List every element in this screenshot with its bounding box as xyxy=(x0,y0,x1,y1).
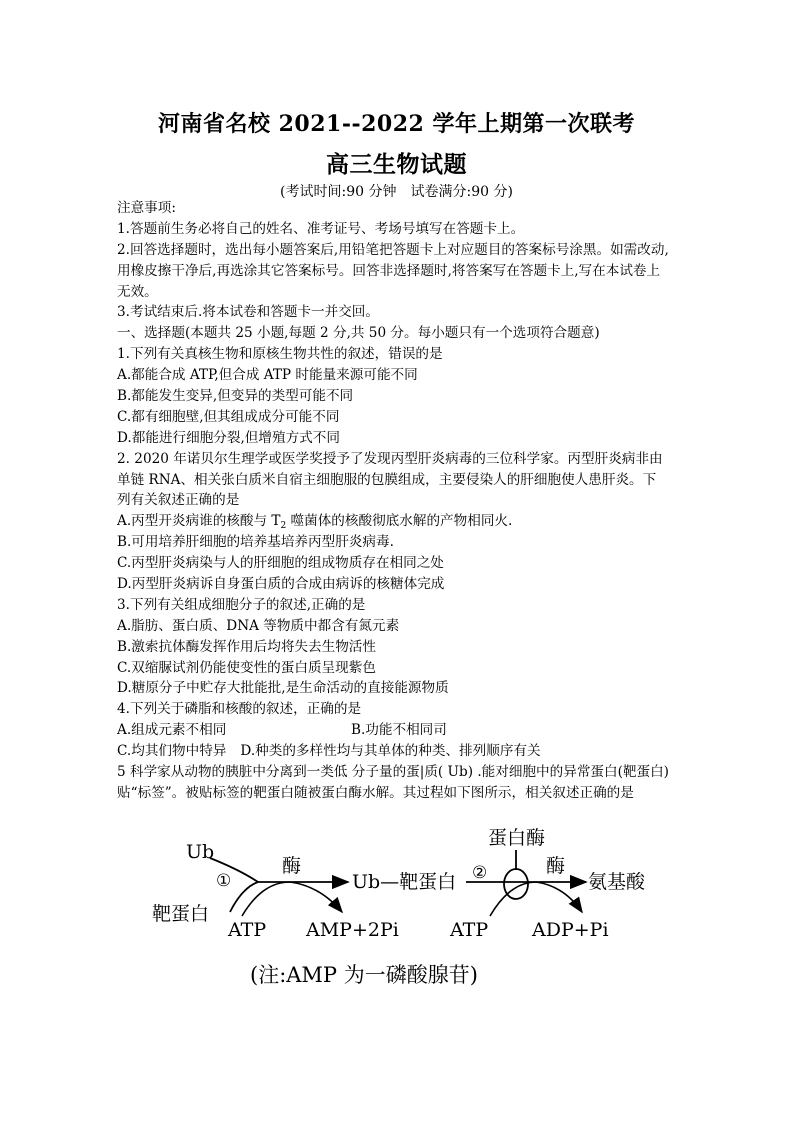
q2-option-a xyxy=(117,511,677,532)
step-2-label: ② xyxy=(472,863,488,883)
q3-option-c: C.双缩脲试剂仍能使变性的蛋白质呈现紫色 xyxy=(117,659,376,676)
amino-acid-label: 氨基酸 xyxy=(588,871,646,893)
atp-2-label: ATP xyxy=(450,919,489,941)
adp-output-curve xyxy=(536,882,582,912)
q4-option-a: A.组成元素不相同 xyxy=(117,722,227,739)
protease-label: 蛋白酶 xyxy=(488,827,546,849)
q4-option-c: C.均其们物中特异 xyxy=(117,743,227,760)
q2-option-a-before: A.丙型开炎病谁的核酸与 T xyxy=(117,513,281,530)
exam-info: (考试时间:90 分钟 试卷满分:90 分) xyxy=(280,184,513,200)
exam-title: 河南省名校 2021--2022 学年上期第一次联考 xyxy=(157,111,636,137)
amp-output-curve xyxy=(290,882,342,912)
q2-option-d: D.丙型肝炎病诉自身蛋白质的合成由病诉的核糖体完成 xyxy=(117,576,445,593)
amp-product-label: AMP+2Pi xyxy=(306,919,399,941)
q4-stem: 4.下列关于磷脂和核酸的叙述，正确的是 xyxy=(117,701,362,718)
note-line: 3.考试结束后.将本试卷和答题卡一并交回。 xyxy=(117,304,379,321)
q2-option-c: C.丙型肝炎病染与人的肝细胞的组成物质存在相同之处 xyxy=(117,555,444,572)
q3-option-a: A.脂肪、蛋白质、DNA 等物质中都含有氮元素 xyxy=(117,617,400,634)
ubiquitin-process-diagram xyxy=(150,820,670,1020)
adp-product-label: ADP+Pi xyxy=(532,919,609,941)
target-input-curve xyxy=(230,882,258,912)
q4-options-row-2 xyxy=(117,741,677,762)
q3-option-b: B.激索抗体酶发挥作用后均将失去生物活性 xyxy=(117,638,376,655)
q5-stem-line: 贴“标签”。被贴标签的靶蛋白随被蛋白酶水解。其过程如下图所示，相关叙述正确的是 xyxy=(117,784,634,801)
note-line: 2.回答选择题时，选出每小题答案后,用铅笔把答题卡上对应题目的答案标号涂黑。如需改动, xyxy=(117,241,669,258)
q1-option-a: A.都能合成 ATP,但合成 ATP 时能量来源可能不同 xyxy=(117,367,418,384)
diagram-note: (注:AMP 为一磷酸腺苷) xyxy=(250,963,478,987)
q5-stem-line: 5 科学家从动物的胰脏中分离到一类低 分子量的蛋|质( Ub) .能对细胞中的异常蛋白(靶蛋白) xyxy=(117,764,669,781)
q2-option-a-after: 噬菌体的核酸彻底水解的产物相同火. xyxy=(286,513,513,530)
note-line: 用橡皮擦干净后,再选涂其它答案标号。回答非选择题时,将答案写在答题卡上,写在本试卷上 xyxy=(117,262,661,279)
q2-option-a-subscript: 2 xyxy=(280,521,287,532)
q3-stem: 3.下列有关组成细胞分子的叙述,正确的是 xyxy=(117,596,366,613)
note-line: 无效。 xyxy=(117,283,158,300)
q1-option-c: C.都有细胞壁,但其组成成分可能不同 xyxy=(117,408,340,425)
q1-option-b: B.都能发生变异,但变异的类型可能不同 xyxy=(117,388,354,405)
q2-stem-line: 单链 RNA、相关张白质米自宿主细胞服的包膜组成，主要侵染人的肝细胞使人患肝炎。下 xyxy=(117,471,657,488)
q3-option-d: D.糖原分子中贮存大批能批,是生命活动的直接能源物质 xyxy=(117,680,449,697)
q2-stem-line: 2. 2020 年诺贝尔生理学或医学奖授予了发现丙型肝炎病毒的三位科学家。丙型肝炎病非由 xyxy=(117,450,663,467)
q2-option-b: B.可用培养肝细胞的培养基培养丙型肝炎病毒. xyxy=(117,534,394,551)
q1-option-d: D.都能进行细胞分裂,但增殖方式不同 xyxy=(117,429,340,446)
exam-subject-title: 高三生物试题 xyxy=(326,151,467,178)
q4-options-row-1 xyxy=(117,720,677,741)
section-heading: 一、选择题(本题共 25 小题,每题 2 分,共 50 分。每小题只有一个选项符合题意) xyxy=(117,325,600,342)
step-1-label: ① xyxy=(216,871,232,891)
atp-1-label: ATP xyxy=(228,919,267,941)
q1-stem: 1.下列有关真核生物和原核生物共性的叙述，错误的是 xyxy=(117,346,443,363)
enzyme-1-label: 酶 xyxy=(282,855,302,877)
note-line: 1.答题前生务必将自己的姓名、准考证号、考场号填写在答题卡上。 xyxy=(117,220,525,237)
target-protein-label: 靶蛋白 xyxy=(152,903,210,925)
ub-target-complex-label: Ub—靶蛋白 xyxy=(352,871,457,893)
exam-body xyxy=(117,198,677,804)
q4-option-b: B.功能不相同司 xyxy=(351,722,447,739)
ub-label: Ub xyxy=(186,841,215,863)
notes-heading: 注意事项: xyxy=(117,200,176,216)
q4-option-d: D.种类的多样性均与其单体的种类、排列顺序有关 xyxy=(240,743,541,760)
enzyme-2-label: 酶 xyxy=(546,855,566,877)
q2-stem-line: 列有关叙述正确的是 xyxy=(117,492,240,509)
